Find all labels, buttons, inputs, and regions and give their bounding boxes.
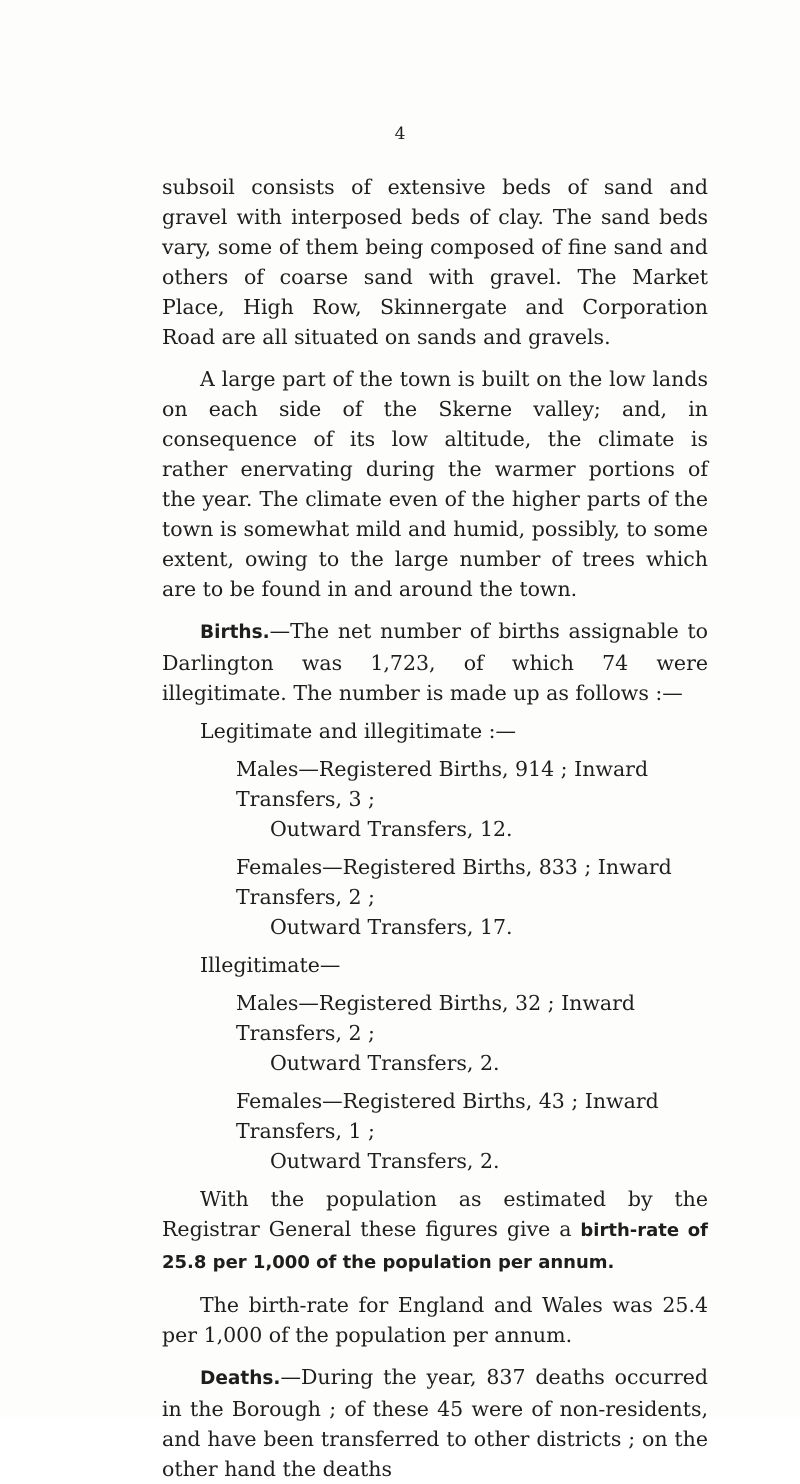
legitimate-heading: Legitimate and illegitimate :— bbox=[200, 719, 517, 743]
page-number: 4 bbox=[394, 124, 406, 144]
deaths-heading: Deaths. bbox=[200, 1368, 281, 1389]
illegitimate-heading: Illegitimate— bbox=[200, 953, 341, 977]
legitimate-males-line-1: Males—Registered Births, 914 ; Inward Transfers, 3 ; bbox=[236, 757, 649, 811]
birth-rate-lead: With the population as estimated by the Registrar General these figures give a bbox=[162, 1187, 708, 1241]
illegitimate-females-line-2: Outward Transfers, 2. bbox=[270, 1149, 500, 1173]
deaths-text: —During the year, 837 deaths occurred in the Borough ; of these 45 were of non-residents, and have been transferred to other districts ; on the other hand the deaths bbox=[162, 1365, 708, 1481]
birth-rate-emphasis: birth-rate of 25.8 per 1,000 of the population per annum. bbox=[162, 1220, 708, 1273]
paragraph-births bbox=[162, 616, 708, 708]
paragraph-birth-rate bbox=[162, 1184, 708, 1278]
paragraph-england-rate: The birth-rate for England and Wales was 25.4 per 1,000 of the population per annum. bbox=[162, 1293, 708, 1347]
illegitimate-females-line-1: Females—Registered Births, 43 ; Inward Transfers, 1 ; bbox=[236, 1089, 659, 1143]
paragraph-subsoil: subsoil consists of extensive beds of sand and gravel with interposed beds of clay. The sand beds vary, some of them being composed of fine sand and others of coarse sand with gravel. The Market Place, High Row, Skinnergate and Corporation Road are all situated on sands and gravels. bbox=[162, 175, 708, 349]
illegitimate-males-line-2: Outward Transfers, 2. bbox=[270, 1051, 500, 1075]
illegitimate-males-line-1: Males—Registered Births, 32 ; Inward Transfers, 2 ; bbox=[236, 991, 636, 1045]
legitimate-females-line-1: Females—Registered Births, 833 ; Inward Transfers, 2 ; bbox=[236, 855, 672, 909]
births-heading: Births. bbox=[200, 622, 270, 643]
births-text: —The net number of births assignable to Darlington was 1,723, of which 74 were illegitimate. The number is made up as follows :— bbox=[162, 619, 708, 705]
legitimate-males-line-2: Outward Transfers, 12. bbox=[270, 817, 513, 841]
body-text bbox=[162, 172, 708, 1484]
legitimate-females-line-2: Outward Transfers, 17. bbox=[270, 915, 513, 939]
paragraph-deaths bbox=[162, 1362, 708, 1484]
paragraph-climate: A large part of the town is built on the low lands on each side of the Skerne valley; and, in consequence of its low altitude, the climate is rather enervating during the warmer portions of the year. The climate even of the higher parts of the town is somewhat mild and humid, possibly, to some extent, owing to the large number of trees which are to be found in and around the town. bbox=[162, 367, 708, 601]
